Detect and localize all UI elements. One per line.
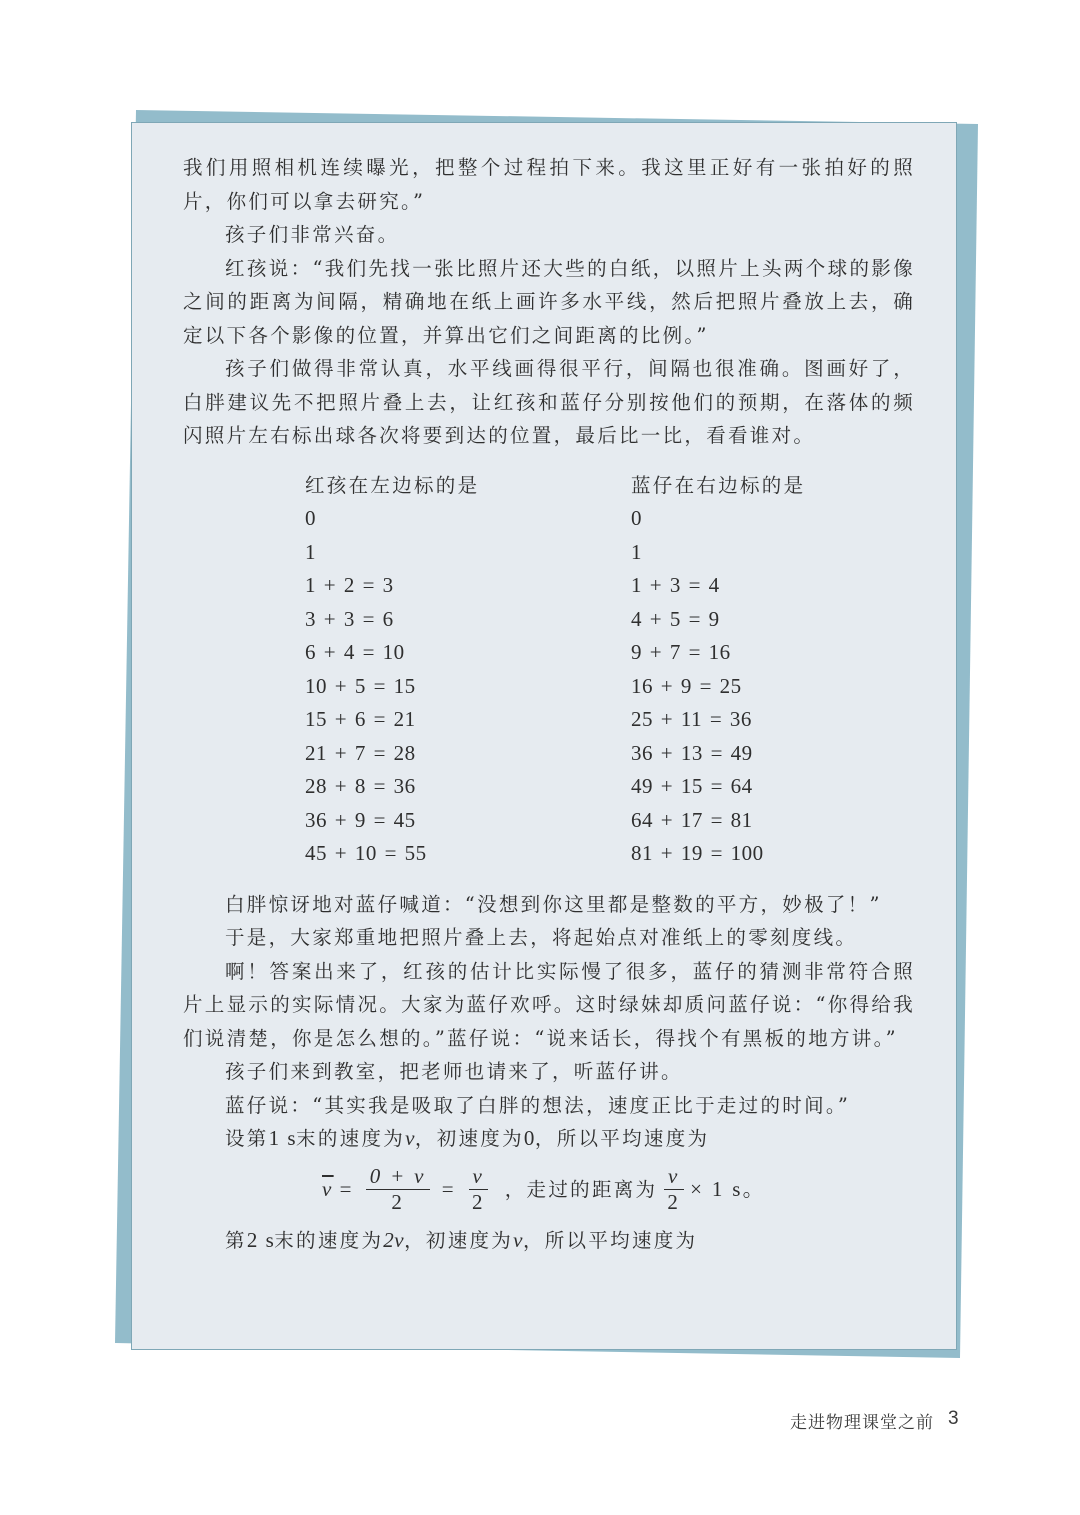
column-row: 28 + 8 = 36 [305, 774, 416, 798]
value: 0 [523, 1126, 535, 1150]
fraction [663, 1164, 684, 1215]
paragraph: 我们用照相机连续曝光，把整个过程拍下来。我这里正好有一张拍好的照片，你们可以拿去研究。” [183, 156, 915, 213]
numerator: 0 + v [366, 1164, 430, 1190]
setup-line-2 [183, 1224, 915, 1258]
prediction-columns [183, 469, 915, 872]
column-row: 25 + 11 = 36 [631, 707, 752, 731]
column-row: 49 + 15 = 64 [631, 774, 753, 798]
column-row: 1 + 2 = 3 [305, 573, 394, 597]
text: 第 [225, 1228, 247, 1252]
formula-tail: × 1 s。 [690, 1176, 766, 1201]
column-row: 10 + 5 = 15 [305, 673, 416, 698]
column-row: 21 + 7 = 28 [305, 740, 416, 765]
column-row: 16 + 9 = 25 [631, 673, 742, 698]
paragraph: 白胖惊讶地对蓝仔喊道：“没想到你这里都是整数的平方，妙极了！” [225, 892, 882, 916]
column-row: 0 [631, 506, 642, 530]
column-row: 36 + 13 = 49 [631, 740, 753, 765]
column-row: 15 + 6 = 21 [305, 707, 416, 731]
numerator: v [469, 1164, 489, 1190]
formula-text: ，走过的距离为 [504, 1177, 658, 1201]
denominator: 2 [471, 1190, 485, 1214]
text: ，所以平均速度为 [534, 1127, 710, 1150]
average-velocity-formula [173, 1156, 915, 1224]
paragraph: 啊！答案出来了，红孩的估计比实际慢了很多，蓝仔的猜测非常符合照片上显示的实际情况。大家为蓝仔欢呼。这时绿妹却质问蓝仔说：“你得给我们说清楚，你是怎么想的。”蓝仔说：“说来话长，得找个有黑板的地方讲。” [183, 959, 915, 1050]
column-row: 1 [305, 539, 316, 564]
variable-v: v [513, 1227, 523, 1252]
left-column-red [305, 469, 479, 871]
section-title: 走进物理课堂之前 [790, 1413, 934, 1433]
story-content [183, 151, 915, 1257]
time-value: 1 s [268, 1126, 297, 1150]
column-header: 蓝仔在右边标的是 [631, 473, 806, 497]
variable-v: v [405, 1126, 415, 1150]
fraction [468, 1164, 489, 1215]
page-footer [790, 1408, 959, 1433]
equals-sign: = [441, 1176, 456, 1201]
time-value: 2 s [246, 1227, 275, 1252]
text: 末的速度为 [296, 1127, 406, 1150]
column-row: 1 [631, 539, 642, 564]
column-header: 红孩在左边标的是 [305, 473, 480, 497]
paragraph: 于是，大家郑重地把照片叠上去，将起始点对准纸上的零刻度线。 [225, 926, 858, 949]
column-row: 1 + 3 = 4 [631, 573, 720, 597]
column-row: 45 + 10 = 55 [305, 841, 427, 865]
column-row: 64 + 17 = 81 [631, 807, 753, 832]
text: ，初速度为 [404, 1228, 514, 1252]
text: ，初速度为 [414, 1127, 524, 1150]
paragraph: 孩子们非常兴奋。 [225, 223, 400, 246]
column-row: 36 + 9 = 45 [305, 807, 416, 832]
denominator: 2 [391, 1190, 405, 1214]
formula-lhs: $\overline{v}$ [322, 1176, 334, 1201]
denominator: 2 [667, 1190, 681, 1214]
paragraph: 红孩说：“我们先找一张比照片还大些的白纸，以照片上头两个球的影像之间的距离为间隔，精确地在纸上画许多水平线，然后把照片叠放上去，确定以下各个影像的位置，并算出它们之间距离的比例。” [183, 256, 915, 347]
right-column-blue [631, 469, 805, 871]
paragraph: 孩子们来到教室，把老师也请来了，听蓝仔讲。 [225, 1060, 683, 1083]
column-row: 6 + 4 = 10 [305, 640, 405, 664]
column-row: 9 + 7 = 16 [631, 640, 731, 664]
text: ，所以平均速度为 [522, 1228, 698, 1252]
column-row: 4 + 5 = 9 [631, 606, 720, 631]
text: 末的速度为 [274, 1228, 384, 1252]
setup-line-1 [183, 1122, 915, 1156]
fraction [366, 1164, 430, 1215]
column-row: 3 + 3 = 6 [305, 606, 394, 631]
text: 设第 [225, 1127, 269, 1150]
page-number: 3 [948, 1408, 959, 1429]
variable-2v: 2v [383, 1227, 405, 1252]
column-row: 81 + 19 = 100 [631, 841, 764, 865]
column-row: 0 [305, 506, 316, 530]
numerator: v [664, 1164, 684, 1190]
equals-sign: = [339, 1176, 354, 1201]
paragraph: 孩子们做得非常认真，水平线画得很平行，间隔也很准确。图画好了，白胖建议先不把照片叠上去，让红孩和蓝仔分别按他们的预期，在落体的频闪照片左右标出球各次将要到达的位置，最后比一比，看看谁对。 [183, 357, 915, 447]
paragraph: 蓝仔说：“其实我是吸取了白胖的想法，速度正比于走过的时间。” [225, 1093, 851, 1117]
